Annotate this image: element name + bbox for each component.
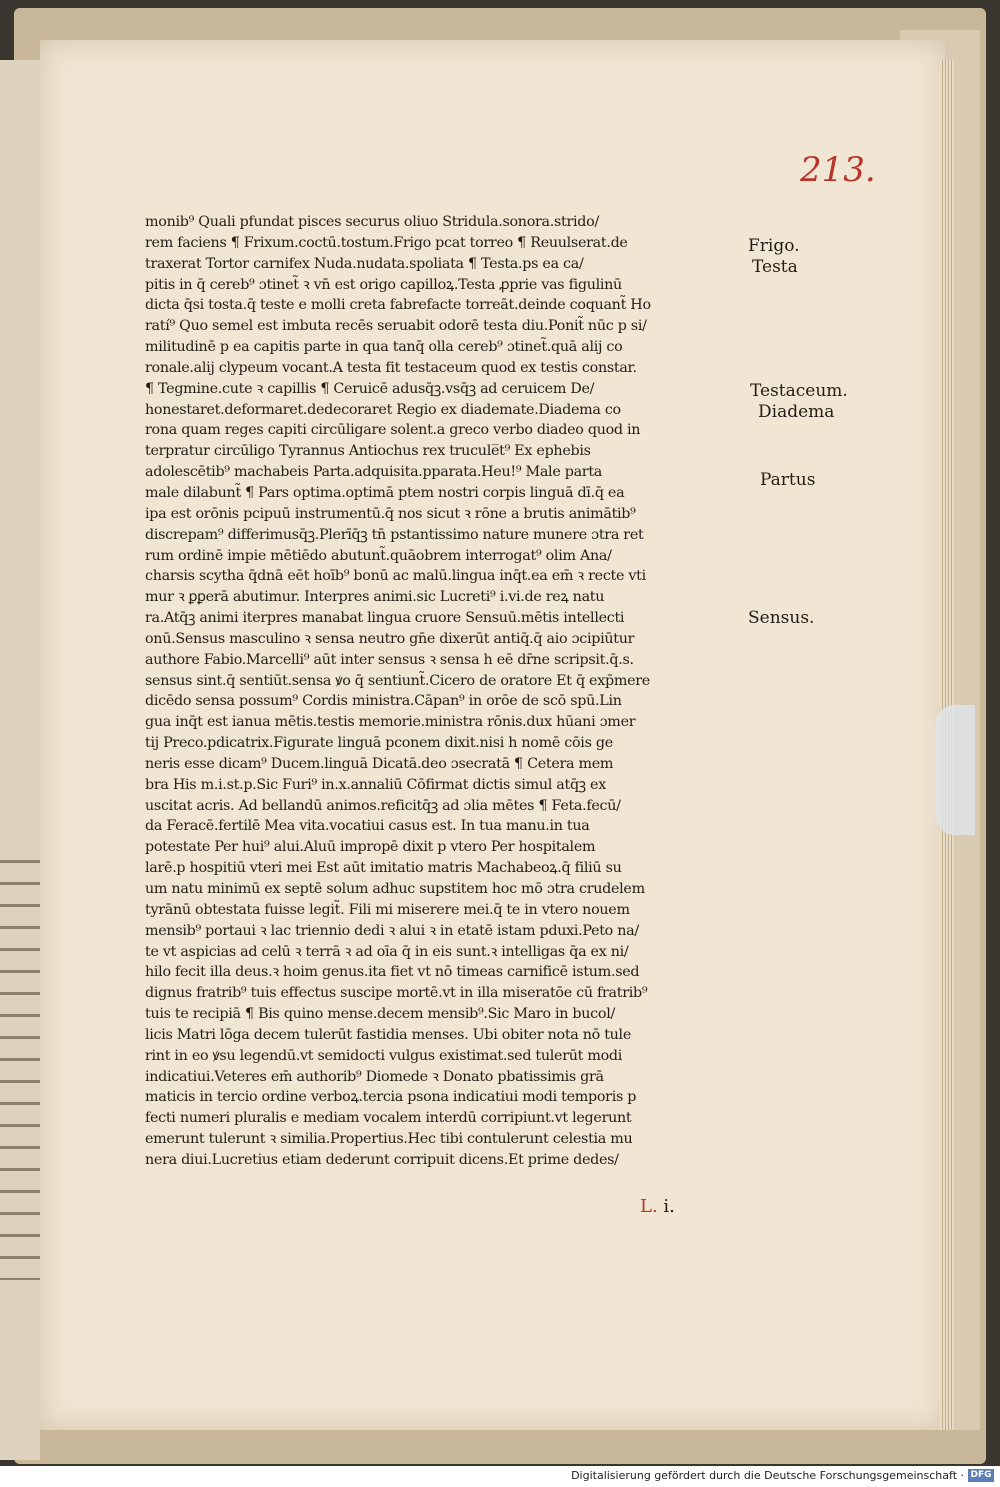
text-line: ronale.alij clypeum vocant.A testa fit testaceum quod ex testis constar.: [145, 359, 637, 376]
text-line: hilo fecit illa deus.ꝛ hoim genus.ita fiet vt nō timeas carnificē istum.sed: [145, 964, 640, 981]
text-line: tyrānū obtestata fuisse legit̃. Fili mi miserere mei.q̄ te in vtero nouem: [145, 901, 630, 918]
text-line: potestate Per hui⁹ alui.Aluū impropē dixit p vtero Per hospitalem: [145, 839, 596, 856]
text-line: discrepam⁹ differimusq̄ꝫ.Plerīq̄ꝫ tn̄ pstantissimo nature munere ɔtra ret: [145, 526, 644, 543]
text-line: neris esse dicam⁹ Ducem.linguā Dicatā.deo ɔsecratā ¶ Cetera mem: [145, 755, 614, 772]
text-line: ratí⁹ Quo semel est imbuta recēs seruabit odorē testa diu.Ponit̃ nūc p si/: [145, 318, 647, 335]
text-line: emerunt tulerunt ꝛ similia.Propertius.Hec tibi contulerunt celestia mu: [145, 1131, 633, 1148]
text-line: authore Fabio.Marcelli⁹ aūt inter sensus ꝛ sensa h eē dr̄ne scripsit.q̄.s.: [145, 651, 634, 668]
signature-mark: [640, 1196, 675, 1217]
folio-number: 213.: [800, 150, 876, 190]
facing-page: [0, 60, 40, 1460]
text-line: terpratur circūligo Tyrannus Antiochus rex trucule̅t⁹ Ex ephebis: [145, 443, 591, 460]
margin-note-diadema: Diadema: [758, 402, 835, 422]
text-line: pitis in q̄ cereb⁹ ɔtinet̃ ꝛ vn̄ est origo capilloꝝ.Testa ꝓprie vas figulinū: [145, 276, 622, 293]
margin-note-partus: Partus: [760, 470, 816, 490]
text-line: rem faciens ¶ Frixum.coctū.tostum.Frigo pcat torreo ¶ Reuulserat.de: [145, 234, 628, 251]
text-line: dicta q̄si tosta.q̄ teste e molli creta fabrefacte torreāt.deinde coquant̃ Ho: [145, 297, 651, 314]
text-line: ipa est orōnis pcipuū instrumentū.q̄ nos sicut ꝛ rōne a brutis animātib⁹: [145, 505, 636, 522]
text-line: mur ꝛ ꝑꝑerā abutimur. Interpres animi.sic Lucreti⁹ i.vi.de reꝝ natu: [145, 589, 605, 606]
text-line: rona quam reges capiti circūligare solent.a greco verbo diadeo quod in: [145, 422, 641, 439]
text-line: monib⁹ Quali pfundat pisces securus oliuo Stridula.sonora.strido/: [145, 214, 599, 230]
text-line: charsis scytha q̄dnā eēt hoīb⁹ bonū ac malū.lingua inq̄t.ea em̄ ꝛ recte vti: [145, 568, 646, 585]
margin-note-sensus: Sensus.: [748, 608, 815, 628]
text-line: gua inq̄t est ianua mētis.testis memorie.ministra rōnis.dux hūani ɔmer: [145, 714, 636, 731]
dfg-logo: DFG: [968, 1469, 994, 1482]
text-line: da Feracē.fertilē Mea vita.vocatiui casus est. In tua manu.in tua: [145, 818, 590, 835]
text-line: rum ordinē impie mētiēdo abutunt̃.quāobrem interrogat⁹ olim Ana/: [145, 547, 612, 564]
text-line: dicēdo sensa possum⁹ Cordis ministra.Cāpan⁹ in orōe de scō spū.Lin: [145, 693, 622, 710]
footer-bar: [0, 1466, 1000, 1487]
text-block: [145, 212, 745, 1171]
text-line: honestaret.deformaret.dedecoraret Regio ex diademate.Diadema co: [145, 401, 621, 418]
margin-note-frigo: Frigo.: [748, 236, 800, 256]
text-line: onū.Sensus masculino ꝛ sensa neutro gn̄e dixerūt antiq̄.q̄ aio ɔcipiūtur: [145, 630, 635, 647]
text-line: uscitat acris. Ad bellandū animos.reficitq̄ꝫ ad ɔlia mētes ¶ Feta.fecū/: [145, 797, 621, 814]
margin-note-testa: Testa: [752, 257, 798, 277]
text-line: maticis in tercio ordine verboꝝ.tercia psona indicatiui modi temporis p: [145, 1089, 637, 1106]
text-line: militudinē p ea capitis parte in qua tanq̄ olla cereb⁹ ɔtinet̃.quā alij co: [145, 339, 623, 356]
text-line: bra His m.i.st.p.Sic Furi⁹ in.x.annaliū Cōfirmat dictis simul atq̄ꝫ ex: [145, 776, 606, 793]
text-line: rint in eo ꝟsu legendū.vt semidocti vulgus existimat.sed tulerūt modi: [145, 1047, 623, 1064]
text-line: te vt aspicias ad celū ꝛ terrā ꝛ ad oīa q̄ in eis sunt.ꝛ intelligas q̄a ex ni/: [145, 943, 629, 960]
text-line: larē.p hospitiū vteri mei Est aūt imitatio matris Machabeoꝝ.q̄ filiū su: [145, 860, 622, 877]
text-line: male dilabunt̃ ¶ Pars optima.optimā ptem nostri corpis linguā dī.q̄ ea: [145, 484, 625, 501]
page-clip: [935, 705, 975, 835]
margin-note-testaceum: Testaceum.: [750, 381, 848, 401]
text-line: tuis te recipiā ¶ Bis quino mense.decem mensib⁹.Sic Maro in bucol/: [145, 1006, 615, 1023]
text-line: dignus fratrib⁹ tuis effectus suscipe mortē.vt in illa miseratōe cū fratrib⁹: [145, 985, 648, 1002]
text-line: indicatiui.Veteres em̄ authorib⁹ Diomede ꝛ Donato pbatissimis grā: [145, 1068, 604, 1085]
text-line: mensib⁹ portaui ꝛ lac triennio dedi ꝛ alui ꝛ in etatē istam pduxi.Peto na/: [145, 922, 639, 939]
text-line: ¶ Tegmine.cute ꝛ capillis ¶ Ceruicē adusq̄ꝫ.vsq̄ꝫ ad ceruicem De/: [145, 380, 595, 397]
text-line: nera diui.Lucretius etiam dederunt corripuit dicens.Et prime dedes/: [145, 1151, 619, 1168]
text-line: sensus sint.q̄ sentiūt.sensa ꝟo q̄ sentiunt̃.Cicero de oratore Et q̄ exp̄mere: [145, 672, 650, 689]
text-line: ra.Atq̄ꝫ animi iterpres manabat lingua cruore Sensuū.mētis intellecti: [145, 610, 625, 627]
text-line: fecti numeri pluralis e mediam vocalem interdū corripiunt.vt legerunt: [145, 1110, 632, 1127]
text-line: traxerat Tortor carnifex Nuda.nudata.spoliata ¶ Testa.ps ea ca/: [145, 255, 584, 272]
text-line: adolescētib⁹ machabeis Parta.adquisita.pparata.Heu!⁹ Male parta: [145, 464, 603, 481]
text-line: tij Preco.pdicatrix.Figurate linguā pconem dixit.nisi h nomē cōis ge: [145, 735, 613, 752]
text-line: licis Matri lōga decem tulerūt fastidia menses. Ubi obiter nota nō tule: [145, 1026, 631, 1043]
text-line: um natu minimū ex septē solum adhuc supstitem hoc mō ɔtra crudelem: [145, 881, 645, 897]
signature-letter: L.: [640, 1196, 658, 1217]
footer-credit: Digitalisierung gefördert durch die Deutsche Forschungsgemeinschaft ·: [571, 1469, 964, 1482]
signature-number: i.: [663, 1196, 675, 1217]
